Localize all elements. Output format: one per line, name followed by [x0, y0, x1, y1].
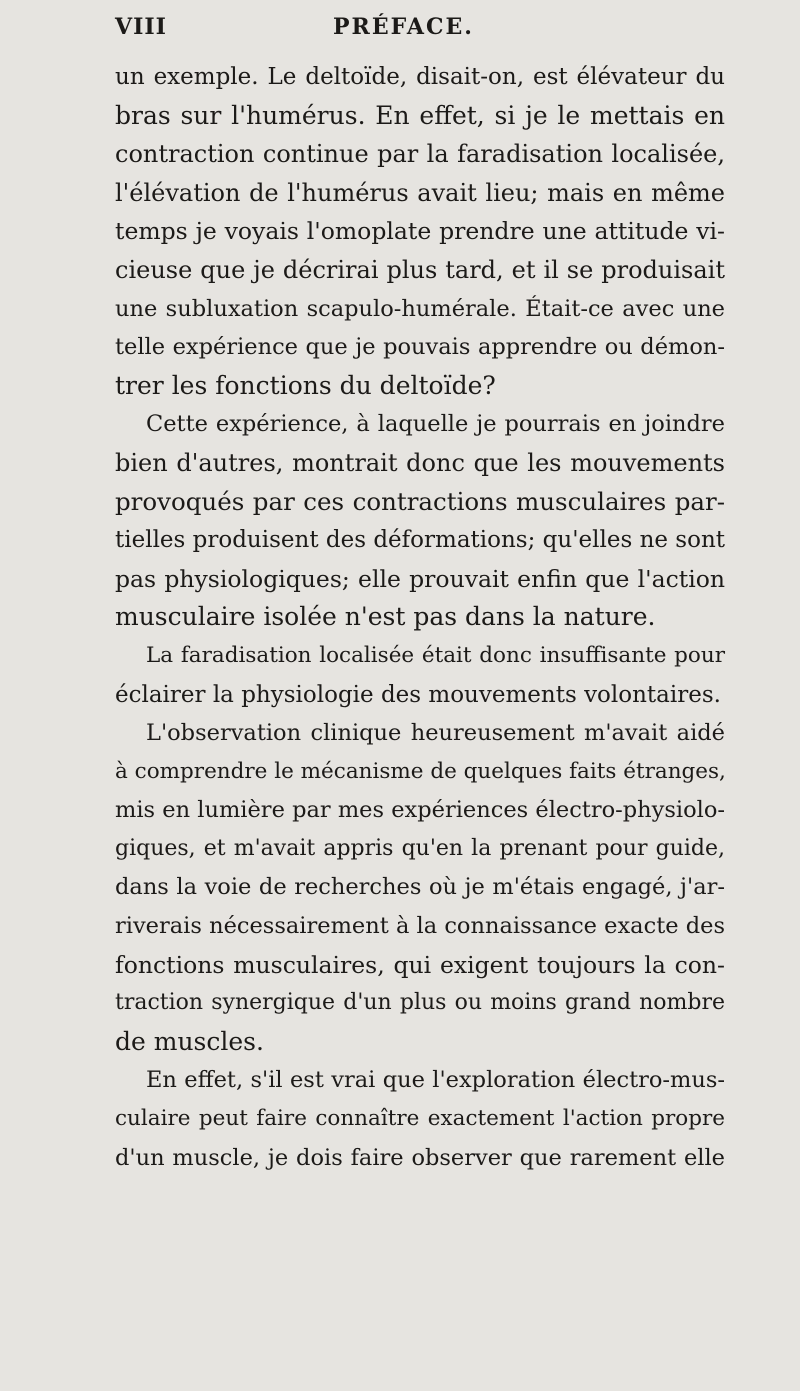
text-line: de muscles.: [115, 1026, 264, 1056]
text-line: mis en lumière par mes expériences électro-physiolo-: [115, 797, 725, 824]
text-line: temps je voyais l'omoplate prendre une attitude vi-: [115, 217, 725, 246]
text-line: traction synergique d'un plus ou moins grand nombre: [115, 990, 725, 1016]
text-line: éclairer la physiologie des mouvements volontaires.: [115, 681, 721, 708]
text-line: culaire peut faire connaître exactement l'action propre: [115, 1106, 725, 1132]
text-line: contraction continue par la faradisation localisée,: [115, 140, 725, 169]
text-line: pas physiologiques; elle prouvait enfin que l'action: [115, 564, 725, 593]
text-line: bien d'autres, montrait donc que les mouvements: [115, 448, 725, 477]
text-line: dans la voie de recherches où je m'étais engagé, j'ar-: [115, 874, 725, 901]
running-title: PRÉFACE.: [333, 14, 474, 40]
text-line: tielles produisent des déformations; qu'elles ne sont: [115, 527, 726, 554]
text-line: bras sur l'humérus. En effet, si je le mettais en: [115, 100, 725, 130]
text-line: En effet, s'il est vrai que l'exploration électro-mus-: [146, 1067, 725, 1094]
text-line: cieuse que je décrirai plus tard, et il se produisait: [115, 255, 725, 284]
text-line: une subluxation scapulo-humérale. Était-ce avec une: [115, 295, 725, 322]
text-line: fonctions musculaires, qui exigent toujours la con-: [115, 950, 725, 979]
text-line: L'observation clinique heureusement m'avait aidé: [146, 720, 725, 747]
text-line: à comprendre le mécanisme de quelques faits étranges,: [115, 758, 726, 784]
text-line: l'élévation de l'humérus avait lieu; mais en même: [115, 178, 725, 207]
text-line: Cette expérience, à laquelle je pourrais en joindre: [146, 411, 725, 438]
text-line: musculaire isolée n'est pas dans la nature.: [115, 602, 656, 632]
text-line: La faradisation localisée était donc insuffisante pour: [146, 642, 725, 668]
text-line: un exemple. Le deltoïde, disait-on, est élévateur du: [115, 64, 725, 90]
text-line: provoqués par ces contractions musculaires par-: [115, 486, 725, 516]
text-line: telle expérience que je pouvais apprendre ou démon-: [115, 334, 725, 361]
page-header: [115, 14, 725, 44]
text-line: giques, et m'avait appris qu'en la prenant pour guide,: [115, 835, 725, 861]
text-line: riverais nécessairement à la connaissance exacte des: [115, 913, 725, 940]
page-number: VIII: [115, 14, 167, 40]
body-text: [115, 58, 725, 1177]
text-line: d'un muscle, je dois faire observer que rarement elle: [115, 1144, 725, 1171]
text-line: trer les fonctions du deltoïde?: [115, 370, 496, 400]
